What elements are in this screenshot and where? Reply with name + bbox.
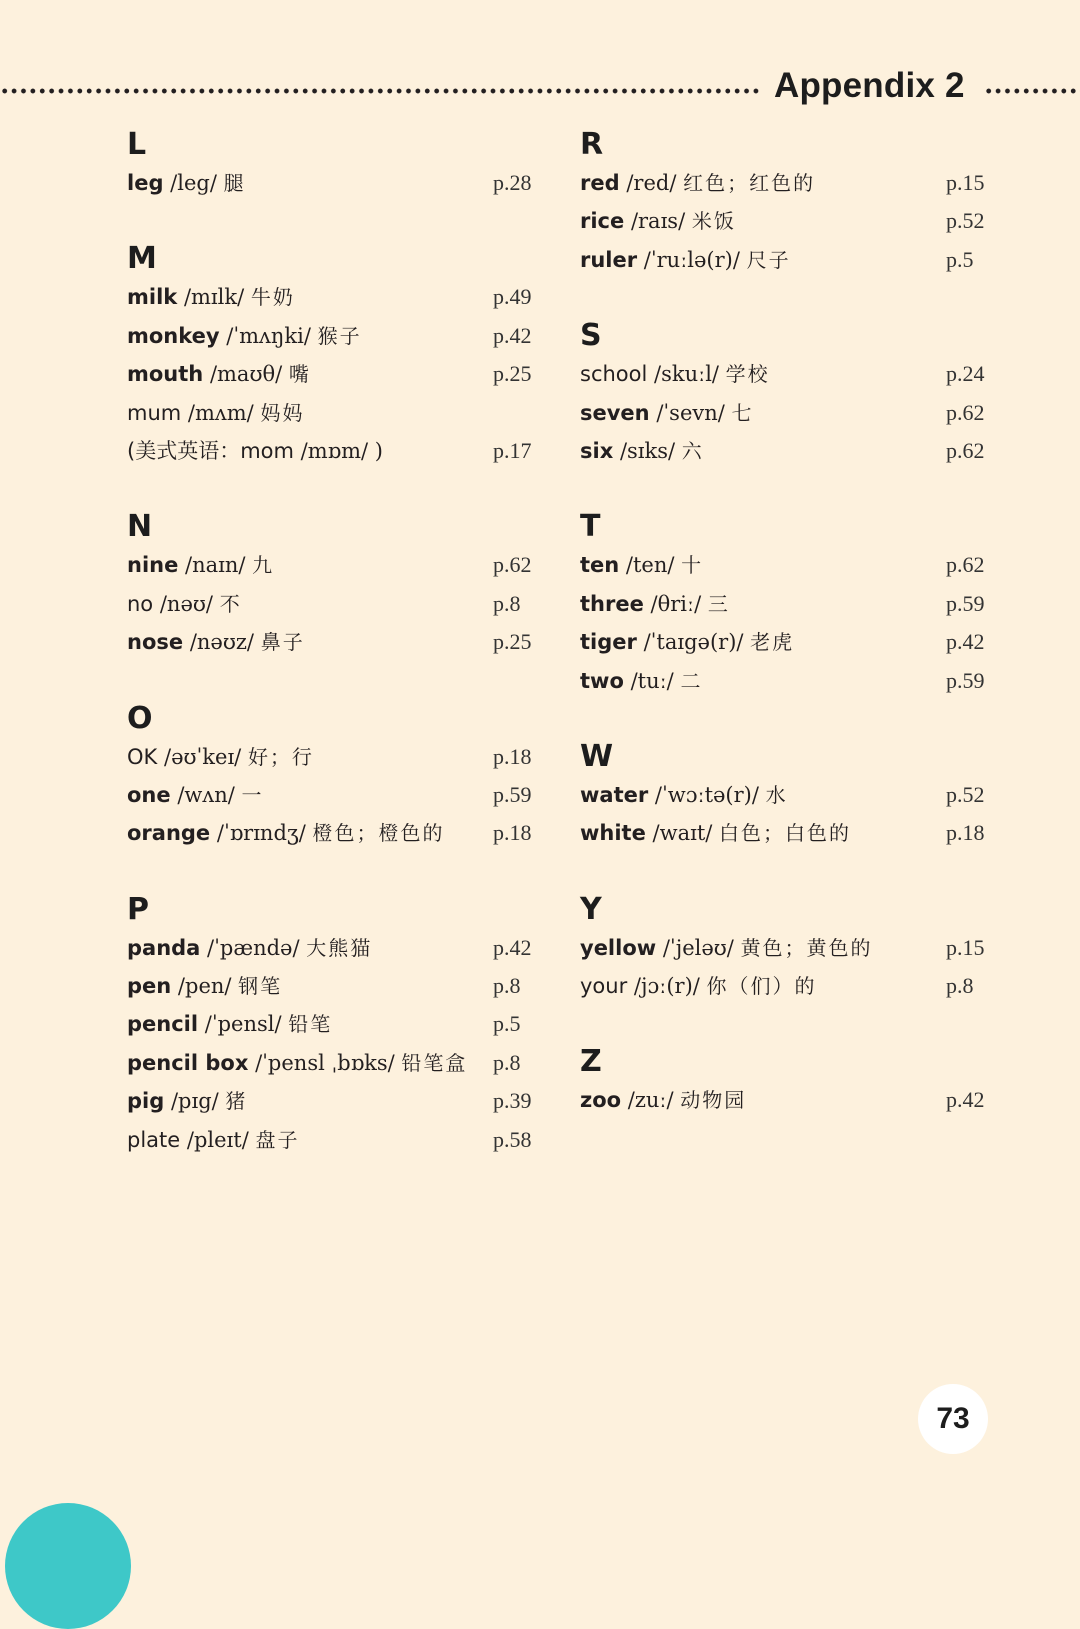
vocab-entry <box>580 432 992 470</box>
vocab-word: two <box>580 668 624 693</box>
page-reference: p.62 <box>946 552 985 578</box>
vocab-entry <box>127 623 539 661</box>
chinese-meaning: 老虎 <box>750 630 795 655</box>
phonetic-transcription: /ˈpensl/ <box>204 1012 282 1037</box>
page-reference: p.39 <box>493 1088 532 1114</box>
phonetic-transcription: /raɪs/ <box>630 209 686 234</box>
phonetic-transcription: /pɪg/ <box>170 1089 219 1114</box>
chinese-meaning: 二 <box>680 668 703 693</box>
page-reference: p.8 <box>493 973 521 999</box>
chinese-meaning: 你（们）的 <box>706 974 817 999</box>
letter-section <box>127 891 539 1159</box>
chinese-meaning: 学校 <box>725 362 770 387</box>
letter-section <box>127 240 539 470</box>
vocab-word: milk <box>127 285 178 310</box>
chinese-meaning: 鼻子 <box>260 630 305 655</box>
chinese-meaning: 九 <box>252 553 275 578</box>
page-reference: p.62 <box>946 399 985 425</box>
phonetic-transcription: /ten/ <box>625 553 675 578</box>
vocab-column-right <box>580 126 992 1120</box>
phonetic-transcription: /mɒm/ ) <box>300 438 383 463</box>
section-letter-heading: O <box>127 700 153 736</box>
section-letter-heading: P <box>127 891 149 927</box>
vocab-entry <box>127 317 539 355</box>
phonetic-transcription: /zuː/ <box>627 1088 674 1113</box>
vocab-word: yellow <box>580 935 657 960</box>
vocab-word: plate <box>127 1127 181 1152</box>
phonetic-transcription: /jɔː(r)/ <box>633 974 700 999</box>
vocab-word: panda <box>127 935 201 960</box>
phonetic-transcription: /wʌn/ <box>177 782 235 807</box>
page-reference: p.15 <box>946 934 985 960</box>
phonetic-transcription: /sɪks/ <box>619 438 676 463</box>
chinese-meaning: 米饭 <box>691 209 736 234</box>
section-letter-heading: Z <box>580 1044 602 1080</box>
vocab-word: rice <box>580 209 625 234</box>
page-number-badge: 73 <box>918 1384 988 1454</box>
page-reference: p.42 <box>946 1087 985 1113</box>
vocab-entry <box>127 585 539 623</box>
vocab-word: mouth <box>127 362 204 387</box>
phonetic-transcription: /waɪt/ <box>652 821 713 846</box>
chinese-meaning: 不 <box>219 591 242 616</box>
page-reference: p.25 <box>493 361 532 387</box>
page-reference: p.25 <box>493 629 532 655</box>
page-reference: p.17 <box>493 437 532 463</box>
chinese-meaning: 六 <box>681 438 704 463</box>
chinese-meaning: 红色；红色的 <box>683 171 816 195</box>
vocab-entry <box>580 929 992 967</box>
chinese-meaning: 七 <box>731 400 754 425</box>
page-reference: p.8 <box>493 1049 521 1075</box>
vocab-word: water <box>580 782 649 807</box>
section-letter-heading: Y <box>580 891 602 927</box>
page-reference: p.59 <box>493 781 532 807</box>
vocab-entry <box>580 967 992 1005</box>
vocab-entry <box>127 814 539 852</box>
section-spacer <box>580 1005 992 1043</box>
page-reference: p.5 <box>946 246 974 272</box>
section-letter-heading: L <box>127 127 147 162</box>
page-header <box>0 62 1080 112</box>
letter-section <box>580 891 992 1006</box>
chinese-meaning: 一 <box>241 782 264 807</box>
vocab-word: your <box>580 974 628 999</box>
dotted-rule-left <box>0 88 762 94</box>
chinese-meaning: 铅笔盒 <box>401 1050 468 1075</box>
phonetic-transcription: /mʌm/ <box>187 400 254 425</box>
vocab-word: three <box>580 591 644 616</box>
vocab-entry <box>127 776 539 814</box>
chinese-meaning: 猪 <box>225 1089 248 1114</box>
vocab-entry <box>127 432 539 470</box>
vocab-word: zoo <box>580 1088 622 1113</box>
section-spacer <box>580 279 992 317</box>
phonetic-transcription: /mɪlk/ <box>183 285 245 310</box>
phonetic-transcription: /pleɪt/ <box>186 1127 249 1152</box>
letter-section <box>127 126 539 202</box>
phonetic-transcription: /skuːl/ <box>654 362 719 387</box>
phonetic-transcription: /tuː/ <box>630 668 674 693</box>
letter-section <box>580 317 992 470</box>
vocab-word: monkey <box>127 323 220 348</box>
chinese-meaning: 三 <box>707 591 730 616</box>
vocab-word: mum <box>127 400 182 425</box>
vocab-entry <box>580 776 992 814</box>
vocab-entry <box>580 355 992 393</box>
phonetic-transcription: /ˈsevn/ <box>656 400 725 425</box>
section-spacer <box>580 470 992 508</box>
phonetic-transcription: /ˈjeləʊ/ <box>662 935 734 960</box>
page-reference: p.59 <box>946 667 985 693</box>
vocab-column-left <box>127 126 539 1159</box>
vocab-word: nose <box>127 630 184 655</box>
vocab-entry <box>580 662 992 700</box>
vocab-entry <box>580 585 992 623</box>
page-reference: p.18 <box>946 820 985 846</box>
section-spacer <box>580 853 992 891</box>
vocab-entry <box>127 929 539 967</box>
page-reference: p.52 <box>946 781 985 807</box>
vocab-word: red <box>580 171 620 195</box>
phonetic-transcription: /əʊˈkeɪ/ <box>164 744 242 769</box>
page-reference: p.28 <box>493 170 532 195</box>
vocab-entry <box>127 278 539 316</box>
page-reference: p.49 <box>493 284 532 310</box>
page-reference: p.62 <box>946 437 985 463</box>
vocab-word: ten <box>580 553 620 578</box>
vocab-word: nine <box>127 553 179 578</box>
section-letter-heading: T <box>580 509 601 545</box>
vocab-entry <box>580 623 992 661</box>
chinese-meaning: 水 <box>765 782 788 807</box>
chinese-meaning: 腿 <box>223 171 246 195</box>
phonetic-transcription: /ˈtaɪgə(r)/ <box>643 630 744 655</box>
vocab-entry <box>127 355 539 393</box>
phonetic-transcription: /ˈɒrɪndʒ/ <box>216 821 306 846</box>
chinese-meaning: 橙色；橙色的 <box>312 821 445 846</box>
page-reference: p.8 <box>946 973 974 999</box>
phonetic-transcription: /θriː/ <box>650 591 702 616</box>
vocab-word: pencil box <box>127 1050 249 1075</box>
vocab-word: no <box>127 591 154 616</box>
vocab-word: seven <box>580 400 650 425</box>
vocab-entry <box>127 738 539 776</box>
phonetic-transcription: /nəʊz/ <box>189 630 255 655</box>
page-reference: p.15 <box>946 170 985 195</box>
vocab-entry <box>127 546 539 584</box>
letter-section <box>580 738 992 853</box>
section-letter-heading: N <box>127 509 153 545</box>
phonetic-transcription: /ˈmʌŋki/ <box>226 323 311 348</box>
phonetic-transcription: /nəʊ/ <box>159 591 213 616</box>
chinese-meaning: 铅笔 <box>288 1012 333 1037</box>
page-reference: p.24 <box>946 361 985 387</box>
letter-section <box>127 508 539 661</box>
chinese-meaning: 尺子 <box>746 247 791 272</box>
section-letter-heading: M <box>127 241 157 277</box>
decorative-teal-circle <box>5 1503 131 1629</box>
vocab-word: six <box>580 438 614 463</box>
vocab-entry <box>580 202 992 240</box>
vocab-entry <box>127 1005 539 1043</box>
section-letter-heading: R <box>580 127 604 162</box>
section-spacer <box>580 700 992 738</box>
vocab-entry <box>580 814 992 852</box>
page-title: Appendix 2 <box>774 66 965 105</box>
vocab-entry <box>127 1121 539 1159</box>
phonetic-transcription: /maʊθ/ <box>209 362 283 387</box>
chinese-meaning: 牛奶 <box>250 285 295 310</box>
page-reference: p.62 <box>493 552 532 578</box>
dotted-rule-right <box>984 88 1080 94</box>
chinese-meaning: 黄色；黄色的 <box>740 935 873 960</box>
page-reference: p.18 <box>493 820 532 846</box>
phonetic-transcription: /ˈpændə/ <box>207 935 300 960</box>
chinese-meaning: 猴子 <box>317 323 362 348</box>
chinese-meaning: 盘子 <box>255 1127 300 1152</box>
vocab-entry <box>127 1044 539 1082</box>
chinese-meaning: 钢笔 <box>238 974 283 999</box>
vocab-word: OK <box>127 744 158 769</box>
phonetic-transcription: /leg/ <box>170 171 217 195</box>
chinese-meaning: 大熊猫 <box>306 935 373 960</box>
section-spacer <box>127 470 539 508</box>
vocab-entry <box>127 1082 539 1120</box>
vocab-entry <box>580 546 992 584</box>
page-reference: p.42 <box>493 322 532 348</box>
section-spacer <box>127 202 539 240</box>
page-reference: p.59 <box>946 590 985 616</box>
vocab-word: tiger <box>580 630 637 655</box>
letter-section <box>580 1043 992 1119</box>
phonetic-transcription: /ˈpensl ˌbɒks/ <box>255 1050 395 1075</box>
phonetic-transcription: /naɪn/ <box>185 553 246 578</box>
vocab-entry <box>580 1081 992 1119</box>
vocab-word: white <box>580 821 646 846</box>
vocab-entry <box>127 967 539 1005</box>
chinese-meaning: 十 <box>681 553 704 578</box>
letter-section <box>580 508 992 700</box>
page-reference: p.52 <box>946 208 985 234</box>
chinese-meaning: 动物园 <box>680 1088 747 1113</box>
phonetic-transcription: /ˈwɔːtə(r)/ <box>654 782 759 807</box>
letter-section <box>127 700 539 853</box>
vocab-entry <box>580 241 992 279</box>
page-reference: p.18 <box>493 743 532 769</box>
page-reference: p.5 <box>493 1011 521 1037</box>
vocab-word: orange <box>127 821 211 846</box>
page-reference: p.42 <box>493 934 532 960</box>
vocab-entry <box>580 394 992 432</box>
phonetic-transcription: /ˈruːlə(r)/ <box>643 247 740 272</box>
vocab-word: leg <box>127 171 164 195</box>
phonetic-transcription: /pen/ <box>177 974 232 999</box>
letter-section <box>580 126 992 279</box>
vocab-word: pen <box>127 974 172 999</box>
section-letter-heading: W <box>580 738 614 774</box>
vocab-word: pencil <box>127 1012 199 1037</box>
vocab-entry <box>127 164 539 202</box>
vocab-word: ruler <box>580 247 638 272</box>
chinese-meaning: 白色；白色的 <box>719 821 852 846</box>
page-reference: p.42 <box>946 629 985 655</box>
chinese-meaning: 嘴 <box>288 362 311 387</box>
vocab-entry <box>127 394 539 432</box>
phonetic-transcription: /red/ <box>626 171 677 195</box>
chinese-meaning: 好；行 <box>247 744 314 769</box>
chinese-meaning: 妈妈 <box>260 400 305 425</box>
vocab-word: school <box>580 362 648 387</box>
page-reference: p.58 <box>493 1126 532 1152</box>
vocab-word: one <box>127 782 171 807</box>
section-spacer <box>127 662 539 700</box>
vocab-word: (美式英语：mom <box>127 438 294 463</box>
vocab-entry <box>580 164 992 202</box>
vocab-word: pig <box>127 1089 165 1114</box>
section-letter-heading: S <box>580 318 602 354</box>
section-spacer <box>127 853 539 891</box>
page-reference: p.8 <box>493 590 521 616</box>
